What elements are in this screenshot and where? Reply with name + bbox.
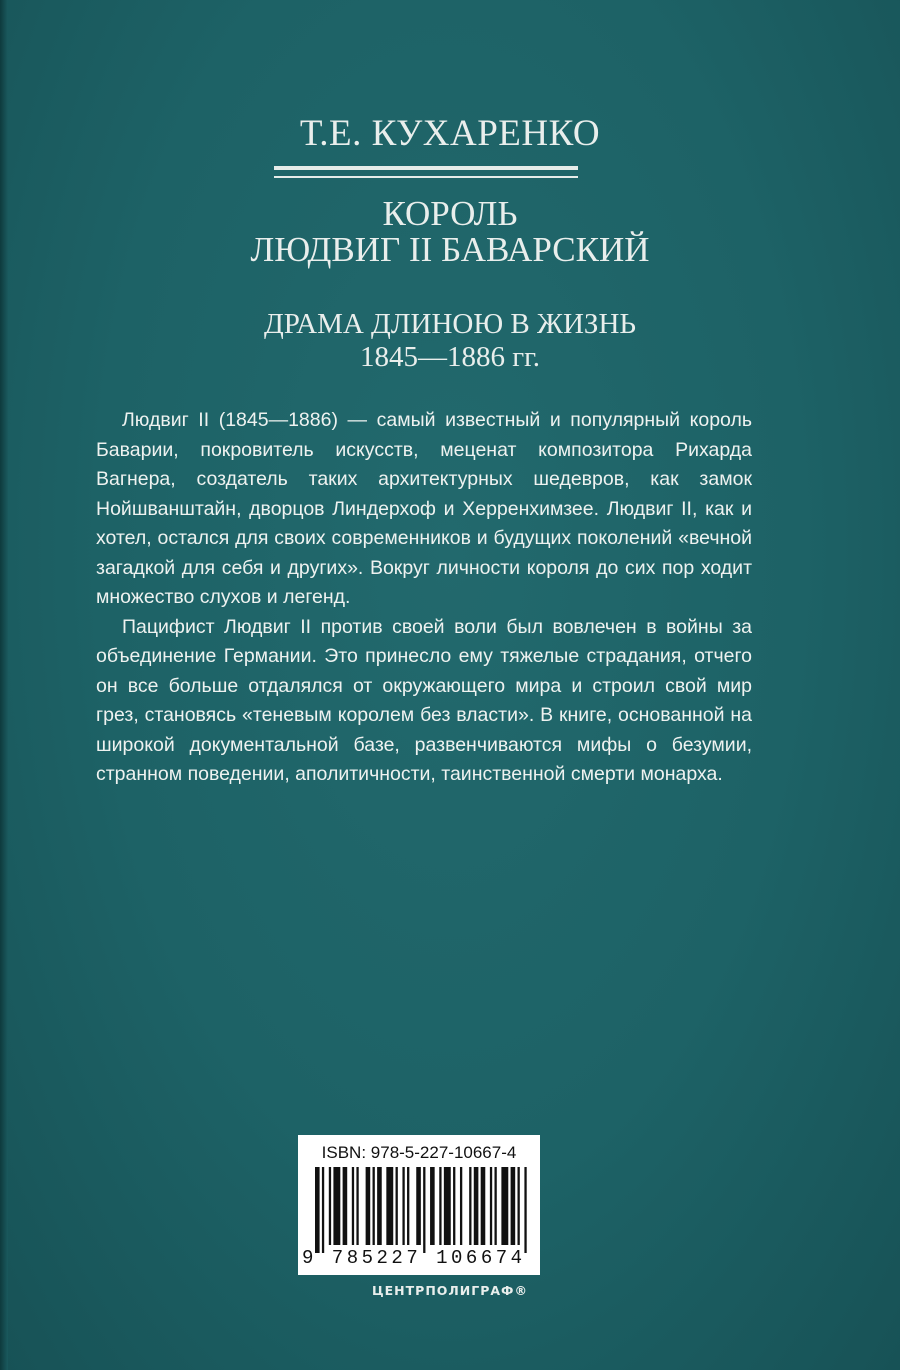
barcode-bar [501,1167,508,1245]
barcode-bar [407,1167,409,1245]
barcode-bar [366,1167,371,1245]
barcode-bar [469,1167,471,1245]
barcode-bar [352,1167,354,1245]
barcode-bar [377,1167,382,1245]
annotation-paragraph-1: Людвиг II (1845—1886) — самый известный и популярный король Баварии, покровитель искусств, меценат композитора Рихарда Вагнера, создатель таких архитектурных шедевров, как замок Нойшванштайн, дворцов Линдерхоф и Херренхимзее. Людвиг II, как и хотел, остался для своих современников и будущих поколений «вечной загадкой для себя и других». Вокруг личности короля до сих пор ходит множество слухов и легенд. [96,409,752,608]
title-line-2: ЛЮДВИГ II БАВАРСКИЙ [250,230,650,269]
barcode-bar [444,1167,451,1245]
barcode-bar [494,1167,496,1245]
barcode-bar [322,1167,324,1253]
annotation-paragraph-2: Пацифист Людвиг II против своей воли был вовлечен в войны за объединение Германии. Это принесло ему тяжелые страдания, отчего он все больше отдалялся от окружающего мира и строил свой мир грез, становясь «теневым королем без власти». В книге, основанной на широкой документальной базе, развенчиваются мифы о безумии, странном поведении, аполитичности, таинственной смерти монарха. [96,615,752,785]
author-name: Т.Е. КУХАРЕНКО [299,113,601,154]
title-line-1: КОРОЛЬ [382,194,518,233]
barcode-icon [315,1167,529,1253]
barcode-digits: 9 785227 106674 [302,1247,526,1269]
divider-thin [274,176,578,178]
barcode-bar [333,1167,340,1245]
barcode-bar [356,1167,358,1245]
barcode-bar [490,1167,492,1245]
barcode-bar [329,1167,331,1245]
barcode-bar [343,1167,348,1245]
divider-thick [274,166,578,170]
barcode-bar [416,1167,421,1245]
isbn-text: ISBN: 978-5-227-10667-4 [321,1143,517,1162]
annotation-text [96,406,752,790]
barcode-bar [511,1167,516,1245]
barcode-bar [402,1167,404,1245]
barcode-bar [430,1167,435,1245]
subtitle-line-1: ДРАМА ДЛИНОЮ В ЖИЗНЬ [263,308,637,340]
barcode-label [298,1135,540,1275]
barcode-bar [315,1167,320,1253]
barcode-bar [524,1167,526,1253]
subtitle-line-2: 1845—1886 гг. [359,341,541,373]
publisher-logo: ЦЕНТРПОЛИГРАФ® [372,1283,528,1298]
barcode-bar [517,1167,519,1245]
book-subtitle [0,308,900,374]
barcode-bar [481,1167,486,1245]
barcode-bar [453,1167,455,1245]
barcode-bar [439,1167,441,1245]
barcode-bar [373,1167,375,1245]
barcode-bar [396,1167,398,1245]
barcode-bar [474,1167,479,1245]
barcode-bar [460,1167,462,1245]
barcode-bar [386,1167,393,1245]
barcode-bar [423,1167,425,1253]
book-title [0,196,900,268]
